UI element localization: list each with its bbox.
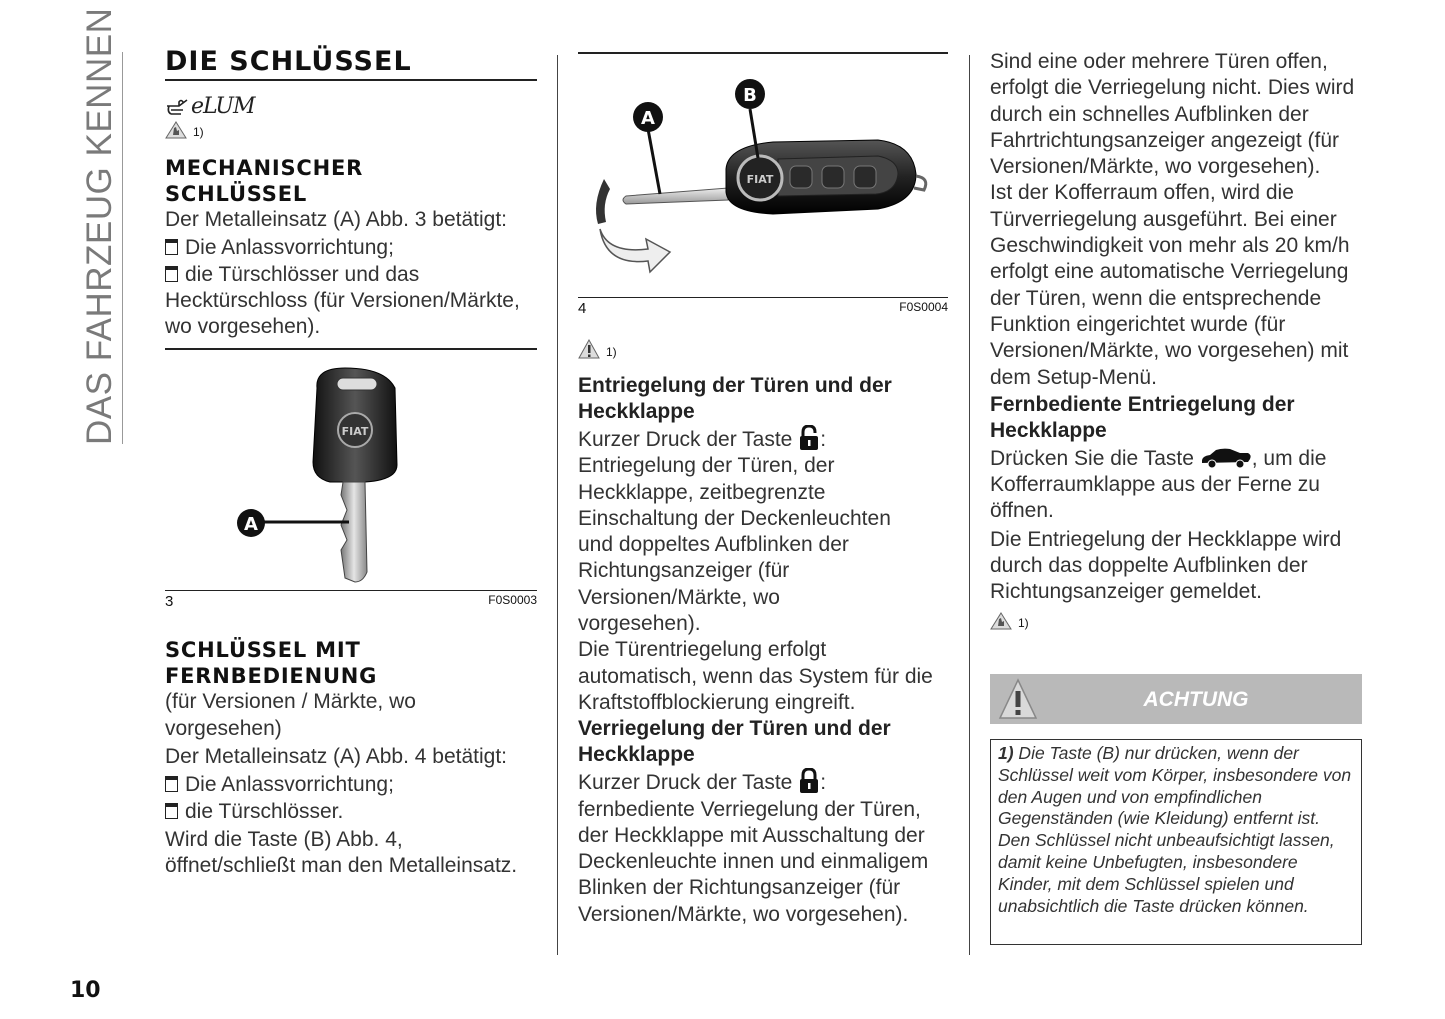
column-2: [578, 45, 948, 928]
section-side-title-text: DAS FAHRZEUG KENNEN: [80, 7, 119, 445]
column-divider-2: [969, 55, 970, 955]
remote-key-heading: [165, 637, 537, 689]
trunk-release-heading: Fernbediente Entriegelung der Heckklappe: [990, 392, 1295, 442]
figure-bottom-rule: [578, 297, 948, 299]
warning-ref: [578, 339, 948, 359]
lock-instruction: [578, 768, 948, 796]
hand-warning-icon: [990, 612, 1012, 630]
warning-ref: [165, 121, 537, 139]
figure-4-remote-key: [578, 54, 948, 297]
warning-note-text: Die Taste (B) nur drücken, wenn der Schlüssel weit vom Körper, insbesondere von den Augen und von empfindlichen Gegenständen (wie Kleidung) entfernt ist. Den Schlüssel nicht unbeaufsichtigt lassen, damit keine Unbefugten, insbesondere Kinder, mit dem Schlüssel spielen und unabsichtlich die Taste drücken können.: [998, 743, 1352, 916]
environment-mark: [165, 93, 537, 119]
heading-rule: [165, 79, 537, 81]
lock-padlock-icon: [798, 768, 820, 794]
car-trunk-icon: [1200, 447, 1252, 469]
mechanical-key-intro: Der Metalleinsatz (A) Abb. 3 betätigt:: [165, 208, 507, 231]
figure-code: F0S0003: [488, 593, 537, 608]
figure-3-mechanical-key: [165, 350, 537, 590]
environment-mark-text: eLUM: [191, 93, 255, 119]
lock-heading: Verriegelung der Türen und der Heckklappe: [578, 717, 891, 767]
fiat-logo: FIAT: [341, 424, 369, 438]
page-number: 10: [70, 978, 101, 1003]
figure-number: 3: [165, 593, 174, 611]
trunk-release-signal-info: Die Entriegelung der Heckklappe wird durch das doppelte Aufblinken der Richtungsanzeiger gemeldet.: [990, 527, 1342, 604]
warning-header: [990, 674, 1362, 724]
column-1: [165, 45, 537, 880]
unlock-heading: Entriegelung der Türen und der Heckklappe: [578, 374, 892, 423]
trunk-release-text: Drücken Sie die Taste: [990, 446, 1200, 470]
unlock-description: Entriegelung der Türen, der Heckklappe, zeitbegrenzte Einschaltung der Deckenleuchten und doppeltes Aufblinken der Richtungsanzeiger (für Versionen/Märkte, wo vorgesehen).: [578, 454, 891, 636]
fig3-label-a: A: [244, 513, 258, 535]
trunk-release-text-end: , um die Kofferraumklappe aus der Ferne zu öffnen.: [990, 446, 1327, 523]
figure-number: 4: [578, 300, 587, 317]
unlock-padlock-icon: [798, 425, 820, 451]
warning-ref-number: 1): [1018, 615, 1029, 630]
mechanical-key-heading-line1: MECHANISCHER: [165, 156, 364, 180]
unlock-instruction: [578, 425, 948, 453]
warning-ref-number: 1): [193, 125, 204, 139]
doors-open-info: Sind eine oder mehrere Türen offen, erfolgt die Verriegelung nicht. Dies wird durch ein schnelles Aufblinken der Fahrtrichtungsanzeiger angezeigt (für Versionen/Märkte, wo vorgesehen).: [990, 50, 1355, 179]
remote-key-availability: (für Versionen / Märkte, wo vorgesehen): [165, 690, 416, 740]
trunk-release-instruction: [990, 446, 1362, 525]
warning-ref-number: 1): [606, 345, 617, 359]
figure-3-caption: [165, 593, 537, 610]
mechanical-key-heading-line2: SCHLÜSSEL: [165, 182, 308, 206]
warning-triangle-icon: [578, 339, 600, 359]
warning-note-number: 1): [998, 743, 1014, 763]
unlock-colon: :: [820, 428, 827, 451]
fig4-label-a: A: [641, 107, 655, 129]
unlock-instruction-text: Kurzer Druck der Taste: [578, 428, 799, 451]
warning-title: ACHTUNG: [1143, 688, 1249, 711]
remote-key-heading-line1: SCHLÜSSEL MIT: [165, 638, 361, 663]
list-item: die Türschlösser und das Hecktürschloss (für Versionen/Märkte, wo vorgesehen).: [165, 262, 537, 341]
warning-note: [990, 739, 1362, 945]
lock-colon: :: [820, 771, 827, 795]
fiat-logo: FIAT: [746, 172, 774, 186]
lock-description: fernbediente Verriegelung der Türen, der Heckklappe mit Ausschaltung der Deckenleuchte innen und einmaligem Blinken der Richtungsanzeiger (für Versionen/Märkte, wo vorgesehen).: [578, 797, 929, 926]
remote-key-heading-line2: FERNBEDIENUNG: [165, 664, 378, 689]
mechanical-key-heading: [165, 155, 537, 207]
auto-lock-info: Ist der Kofferraum offen, wird die Türverriegelung ausgeführt. Bei einer Geschwindigkeit von mehr als 20 km/h erfolgt eine automatische Verriegelung der Türen, wenn die entsprechende Funktion eingerichtet wurde (für Versionen/Märkte, wo vorgesehen) mit dem Setup-Menü.: [990, 181, 1350, 389]
page-heading: DIE SCHLÜSSEL: [165, 46, 412, 77]
lock-instruction-text: Kurzer Druck der Taste: [578, 771, 799, 795]
list-item: Die Anlassvorrichtung;: [165, 235, 537, 261]
remote-key-button-info: Wird die Taste (B) Abb. 4, öffnet/schließt man den Metalleinsatz.: [165, 827, 518, 878]
figure-code: F0S0004: [899, 300, 948, 314]
hand-warning-icon: [165, 121, 187, 139]
warning-ref: [990, 612, 1362, 630]
pointing-hand-icon: [165, 94, 193, 118]
fig4-label-b: B: [743, 84, 757, 106]
figure-4-caption: [578, 300, 948, 317]
column-3: [990, 49, 1362, 630]
figure-bottom-rule: [165, 590, 537, 592]
side-title-rule: [122, 52, 123, 444]
remote-key-intro: Der Metalleinsatz (A) Abb. 4 betätigt:: [165, 745, 507, 769]
column-divider-1: [557, 55, 558, 955]
list-item: Die Anlassvorrichtung;: [165, 772, 537, 798]
list-item: die Türschlösser.: [165, 799, 537, 825]
unlock-auto-info: Die Türentriegelung erfolgt automatisch, wenn das System für die Kraftstoffblockierung eingreift.: [578, 638, 933, 714]
